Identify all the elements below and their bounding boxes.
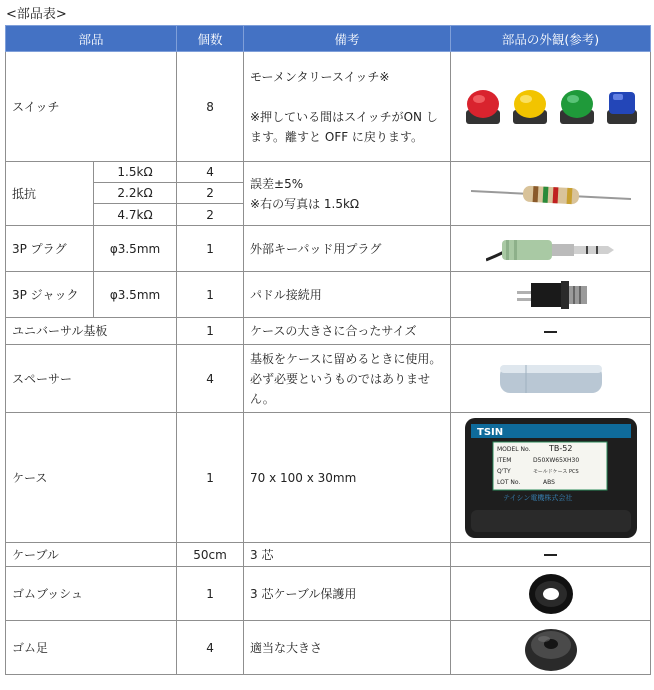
note-line: ※押している間はスイッチがON します。離すと OFF に戻ります。 (250, 109, 438, 144)
case-qty-key: Q'TY (496, 467, 511, 475)
blue-switch-icon (607, 92, 637, 124)
part-name: スイッチ (6, 52, 177, 162)
case-lot: ABS (542, 478, 555, 486)
none-dash (544, 554, 557, 556)
row-jack (6, 272, 651, 318)
row-board (6, 318, 651, 345)
part-name: 3P プラグ (6, 226, 94, 272)
row-spacer (6, 345, 651, 413)
part-note: 外部キーパッド用プラグ (244, 226, 451, 272)
note-line: 誤差±5% (250, 176, 304, 191)
header-look: 部品の外観(参考) (451, 26, 651, 52)
part-count: 2 (177, 204, 244, 226)
part-spec: φ3.5mm (94, 272, 177, 318)
case-brand: TSIN (476, 426, 503, 438)
case-photo (451, 413, 651, 543)
part-name: 抵抗 (6, 162, 94, 226)
part-spec: 2.2kΩ (94, 183, 177, 204)
part-count: 2 (177, 183, 244, 204)
board-photo (451, 318, 651, 345)
part-note: 3 芯ケーブル保護用 (244, 567, 451, 621)
part-note (244, 162, 451, 226)
part-spec: 1.5kΩ (94, 162, 177, 183)
part-name: ケーブル (6, 543, 177, 567)
case-item: D50XW65XH30 (532, 456, 579, 464)
part-count: 1 (177, 272, 244, 318)
case-model-key: MODEL No. (496, 445, 531, 453)
part-note: 適当な大きさ (244, 621, 451, 675)
resistor-image (471, 179, 631, 209)
row-foot (6, 621, 651, 675)
case-model: TB-52 (548, 443, 572, 453)
case-qty: モールドケース PCS (532, 468, 579, 475)
foot-photo (451, 621, 651, 675)
row-switch (6, 52, 651, 162)
part-count: 4 (177, 345, 244, 413)
bushing-image (526, 571, 576, 617)
green-switch-icon (560, 90, 594, 124)
part-name: ゴム足 (6, 621, 177, 675)
none-dash (544, 331, 557, 333)
part-count: 1 (177, 413, 244, 543)
part-note: 70 x 100 x 30mm (244, 413, 451, 543)
case-maker: テイシン電機株式会社 (502, 493, 572, 502)
part-note: ケースの大きさに合ったサイズ (244, 318, 451, 345)
yellow-switch-icon (513, 90, 547, 124)
part-note: 基板をケースに留めるときに使用。必ず必要というものではありません。 (244, 345, 451, 413)
part-count: 1 (177, 318, 244, 345)
part-name: スペーサー (6, 345, 177, 413)
plug-image (486, 230, 616, 268)
part-name: ゴムブッシュ (6, 567, 177, 621)
part-name: ユニバーサル基板 (6, 318, 177, 345)
resistor-photo (451, 162, 651, 226)
part-name: ケース (6, 413, 177, 543)
switch-buttons-image (461, 82, 641, 132)
part-note (244, 52, 451, 162)
part-count: 4 (177, 621, 244, 675)
part-note: パドル接続用 (244, 272, 451, 318)
cable-photo (451, 543, 651, 567)
part-name: 3P ジャック (6, 272, 94, 318)
red-switch-icon (466, 90, 500, 124)
part-spec: φ3.5mm (94, 226, 177, 272)
jack-photo (451, 272, 651, 318)
plug-photo (451, 226, 651, 272)
part-note: 3 芯 (244, 543, 451, 567)
spacer-image (496, 359, 606, 399)
row-cable (6, 543, 651, 567)
row-plug (6, 226, 651, 272)
part-count: 8 (177, 52, 244, 162)
jack-image (511, 277, 591, 313)
note-line: モーメンタリースイッチ※ (250, 69, 390, 84)
rubber-foot-image (522, 623, 580, 673)
case-image (463, 416, 639, 540)
row-case (6, 413, 651, 543)
part-spec: 4.7kΩ (94, 204, 177, 226)
bushing-photo (451, 567, 651, 621)
header-part: 部品 (6, 26, 177, 52)
table-caption: <部品表> (6, 7, 67, 22)
header-note: 備考 (244, 26, 451, 52)
part-count: 50cm (177, 543, 244, 567)
case-lot-key: LOT No. (496, 478, 520, 486)
note-line: ※右の写真は 1.5kΩ (250, 196, 360, 211)
row-bushing (6, 567, 651, 621)
header-count: 個数 (177, 26, 244, 52)
part-count: 1 (177, 567, 244, 621)
part-count: 1 (177, 226, 244, 272)
row-resistor (6, 162, 651, 183)
parts-table (5, 25, 651, 675)
spacer-photo (451, 345, 651, 413)
switch-photo (451, 52, 651, 162)
case-item-key: ITEM (496, 456, 511, 464)
part-count: 4 (177, 162, 244, 183)
header-row (6, 26, 651, 52)
